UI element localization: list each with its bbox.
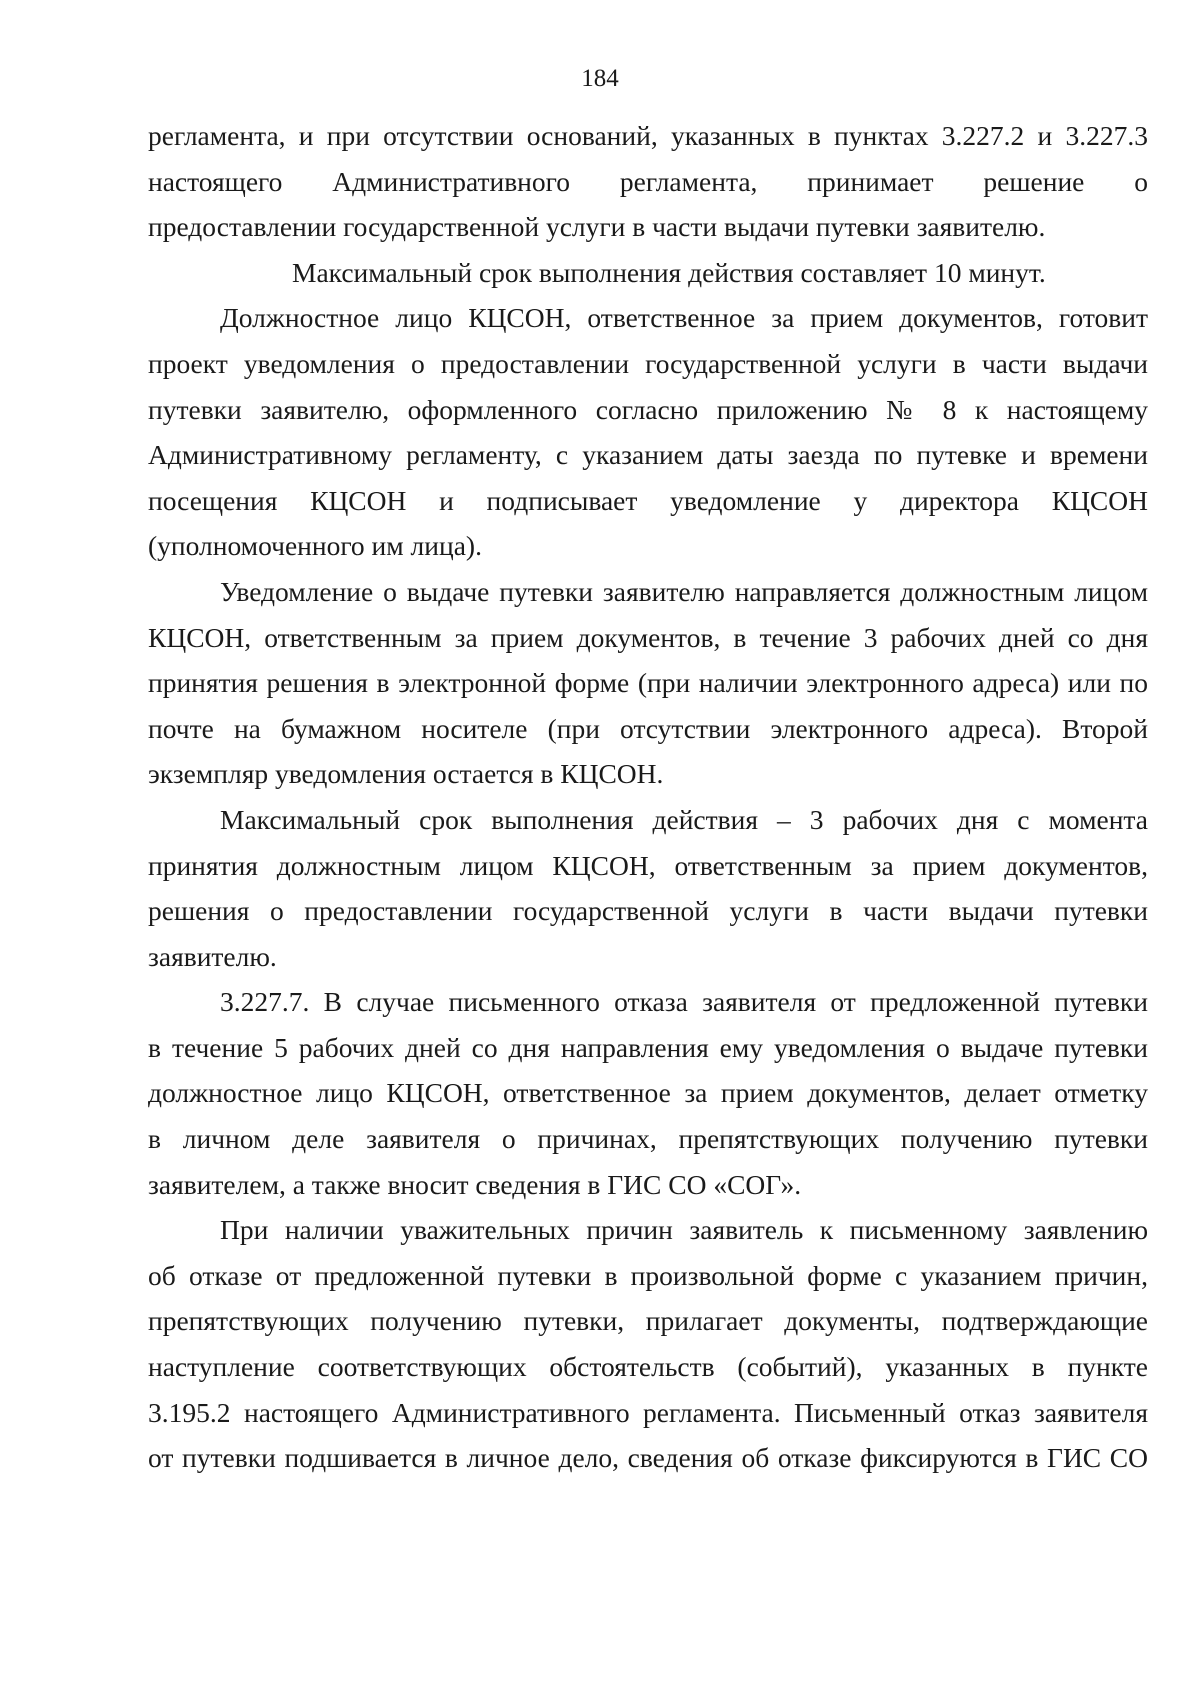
text-line: настоящего Административного регламента, принимает решение о [148, 165, 1148, 197]
paragraph-section-3-227-7 [148, 979, 1148, 1207]
text-line: Административному регламенту, с указанием даты заезда по путевке и времени [148, 439, 1148, 471]
text-line: препятствующих получению путевки, прилагает документы, подтверждающие [148, 1305, 1148, 1337]
text-line: КЦСОН, ответственным за прием документов, в течение 3 рабочих дней со дня [148, 621, 1148, 653]
text-line: регламента, и при отсутствии оснований, указанных в пунктах 3.227.2 и 3.227.3 [148, 120, 1148, 151]
text-line: предоставлении государственной услуги в части выдачи путевки заявителю. [148, 211, 1046, 243]
text-line: от путевки подшивается в личное дело, сведения об отказе фиксируются в ГИС СО [148, 1442, 1148, 1474]
text-line: решения о предоставлении государственной услуги в части выдачи путевки [148, 895, 1148, 927]
text-line: Максимальный срок выполнения действия составляет 10 минут. [292, 256, 1046, 288]
text-line: принятия решения в электронной форме (при наличии электронного адреса) или по [148, 667, 1148, 699]
document-body [148, 113, 1148, 1481]
text-line: экземпляр уведомления остается в КЦСОН. [148, 758, 664, 790]
text-line: почте на бумажном носителе (при отсутствии электронного адреса). Второй [148, 712, 1148, 744]
paragraph-valid-reasons [148, 1207, 1148, 1481]
paragraph-regulation-decision [148, 113, 1148, 250]
page-number: 184 [581, 65, 619, 92]
text-line: заявителю. [148, 940, 277, 972]
text-line: об отказе от предложенной путевки в произвольной форме с указанием причин, [148, 1259, 1148, 1291]
paragraph-max-term-3-days [148, 797, 1148, 979]
text-line: 3.227.7. В случае письменного отказа заявителя от предложенной путевки [220, 986, 1148, 1018]
text-line: в личном деле заявителя о причинах, препятствующих получению путевки [148, 1123, 1148, 1155]
text-line: наступление соответствующих обстоятельств (событий), указанных в пункте [148, 1351, 1148, 1383]
text-line: путевки заявителю, оформленного согласно приложению № 8 к настоящему [148, 393, 1148, 425]
paragraph-official-prepares-notice [148, 295, 1148, 569]
text-line: 3.195.2 настоящего Административного регламента. Письменный отказ заявителя [148, 1396, 1148, 1428]
text-line: (уполномоченного им лица). [148, 530, 482, 562]
text-line: Максимальный срок выполнения действия – 3 рабочих дня с момента [220, 803, 1148, 835]
text-line: должностное лицо КЦСОН, ответственное за прием документов, делает отметку [148, 1077, 1148, 1109]
text-line: проект уведомления о предоставлении государственной услуги в части выдачи [148, 347, 1148, 379]
text-line: Уведомление о выдаче путевки заявителю направляется должностным лицом [220, 575, 1148, 607]
paragraph-max-term-10-min [148, 250, 1148, 296]
text-line: При наличии уважительных причин заявитель к письменному заявлению [220, 1214, 1148, 1246]
text-line: принятия должностным лицом КЦСОН, ответственным за прием документов, [148, 849, 1148, 881]
paragraph-notice-sending [148, 569, 1148, 797]
text-line: заявителем, а также вносит сведения в ГИС СО «СОГ». [148, 1168, 802, 1200]
text-line: Должностное лицо КЦСОН, ответственное за прием документов, готовит [220, 302, 1148, 334]
text-line: в течение 5 рабочих дней со дня направления ему уведомления о выдаче путевки [148, 1031, 1148, 1063]
text-line: посещения КЦСОН и подписывает уведомление у директора КЦСОН [148, 484, 1148, 516]
